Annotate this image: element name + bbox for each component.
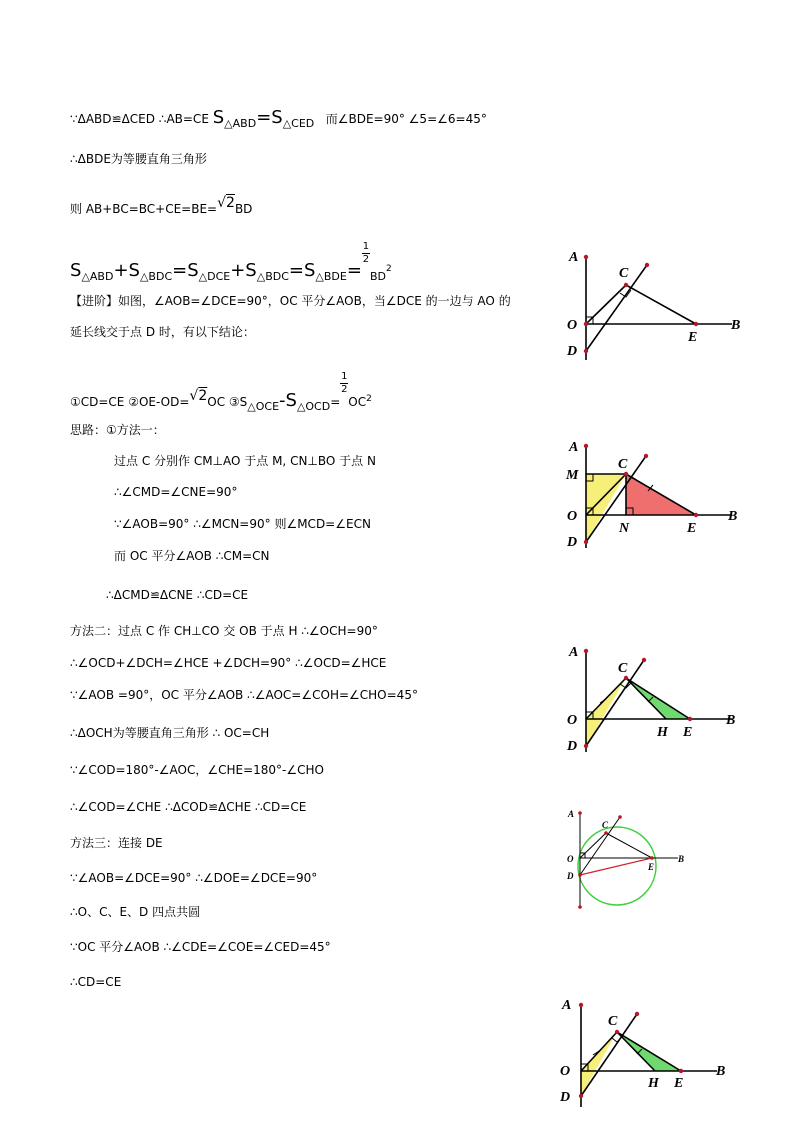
l4-p1: +S <box>113 260 140 281</box>
fig3-label-O: O <box>567 713 578 728</box>
fig3-label-E: E <box>683 725 693 740</box>
fig2-label-N: N <box>619 521 630 536</box>
fig3-label-D: D <box>567 739 578 754</box>
fig2-label-A: A <box>569 440 579 455</box>
l7-sq: 2 <box>366 394 372 404</box>
l4-sq: 2 <box>385 264 392 274</box>
l3-text-b: BD <box>234 202 253 216</box>
line-11: ∵∠AOB=90° ∴∠MCN=90° 则∠MCD=∠ECN <box>114 517 371 531</box>
l4-fn: 1 <box>362 241 370 252</box>
fig5-label-O: O <box>560 1064 571 1079</box>
fig1-line-OC <box>586 285 626 324</box>
line-21: ∵∠AOB=∠DCE=90° ∴∠DOE=∠DCE=90° <box>70 871 318 885</box>
fig5-point-D <box>579 1094 583 1098</box>
line-22: ∴O、C、E、D 四点共圆 <box>70 905 201 919</box>
fig1-label-B: B <box>731 318 741 333</box>
fig3-line-DC <box>586 660 644 746</box>
line-10: ∴∠CMD=∠CNE=90° <box>114 485 238 499</box>
fig1-label-O: O <box>567 318 578 333</box>
fig1-label-C: C <box>619 266 629 281</box>
fig5-label-B: B <box>716 1064 726 1079</box>
line-2: ∴ΔBDE为等腰直角三角形 <box>70 152 207 166</box>
fig2-point-D <box>584 540 588 544</box>
fig1-line-DC <box>586 265 647 351</box>
fig5-label-H: H <box>648 1076 659 1091</box>
line-18: ∵∠COD=180°-∠AOC，∠CHE=180°-∠CHO <box>70 763 324 777</box>
fig4-point-D <box>578 873 582 877</box>
l7-eq: = <box>330 395 341 409</box>
line-8: 思路：①方法一： <box>70 423 165 437</box>
fig1-point-A <box>584 255 588 259</box>
l4-text-b: BD <box>369 270 386 283</box>
l7-fn: 1 <box>341 371 348 382</box>
fig3-label-H: H <box>657 725 668 740</box>
fig2-point-E <box>694 513 698 517</box>
line-3 <box>70 195 253 217</box>
fig5-label-A: A <box>562 998 572 1013</box>
fig5-label-C: C <box>608 1014 618 1029</box>
fig2-label-O: O <box>567 509 578 524</box>
l4-p5: = <box>346 260 362 281</box>
l7-text-b: OC ③S <box>207 395 248 409</box>
l7-mid: -S <box>279 390 297 411</box>
fig2-point-A <box>584 444 588 448</box>
line-17: ∴ΔOCH为等腰直角三角形 ∴ OC=CH <box>70 726 270 740</box>
fig4-label-D: D <box>567 871 574 881</box>
fig4-point-bottom <box>578 905 582 909</box>
l1-s1: S <box>212 107 225 128</box>
l7-root: √ <box>189 388 199 404</box>
line-15: ∴∠OCD+∠DCH=∠HCE +∠DCH=90° ∴∠OCD=∠HCE <box>70 656 387 670</box>
fig5-label-E: E <box>674 1076 684 1091</box>
fig3-label-B: B <box>726 713 736 728</box>
l3-text-a: 则 AB+BC=BC+CE=BE= <box>70 202 218 216</box>
line-16: ∵∠AOB =90°，OC 平分∠AOB ∴∠AOC=∠COH=∠CHO=45° <box>70 688 418 702</box>
l3-rad: 2 <box>226 195 235 211</box>
line-12: 而 OC 平分∠AOB ∴CM=CN <box>114 549 270 563</box>
line-14: 方法二：过点 C 作 CH⊥CO 交 OB 于点 H ∴∠OCH=90° <box>70 624 378 638</box>
figure-4 <box>560 803 700 913</box>
fig5-point-C-end <box>635 1012 639 1016</box>
figure-3 <box>560 640 750 760</box>
fig4-point-E <box>650 856 654 860</box>
l3-root: √ <box>217 195 227 211</box>
line-9: 过点 C 分别作 CM⊥AO 于点 M, CN⊥BO 于点 N <box>114 454 376 468</box>
fig4-label-O: O <box>567 854 574 864</box>
l1-eq: =S <box>256 107 283 128</box>
fig1-line-CE <box>626 285 696 324</box>
fig4-point-A <box>578 811 582 815</box>
fig1-label-D: D <box>567 344 578 359</box>
l4-sub1: △ABD <box>81 270 114 283</box>
fig4-line-CE <box>606 833 652 858</box>
l7-sqrt <box>189 388 207 404</box>
fig5-point-E <box>679 1069 683 1073</box>
line-23: ∵OC 平分∠AOB ∴∠CDE=∠COE=∠CED=45° <box>70 940 331 954</box>
l7-text-a: ①CD=CE ②OE-OD= <box>70 395 190 409</box>
fig3-point-A <box>584 649 588 653</box>
line-6: 延长线交于点 D 时，有以下结论： <box>70 325 255 339</box>
line-19: ∴∠COD=∠CHE ∴ΔCOD≌ΔCHE ∴CD=CE <box>70 800 307 814</box>
l7-fraction <box>340 372 348 395</box>
fig5-point-A <box>579 1003 583 1007</box>
line-7 <box>70 371 372 413</box>
figure-1 <box>560 245 750 365</box>
fig3-label-C: C <box>618 661 628 676</box>
fig2-label-M: M <box>566 468 579 483</box>
fig2-point-C <box>624 472 628 476</box>
l4-p2: =S <box>172 260 199 281</box>
fig4-line-DC <box>580 817 620 875</box>
line-1 <box>70 107 487 130</box>
fig1-point-D <box>584 349 588 353</box>
fig4-label-B: B <box>678 854 685 864</box>
fig2-point-C-end <box>644 454 648 458</box>
fig3-label-A: A <box>569 645 579 660</box>
l4-sub2: △BDC <box>139 270 173 283</box>
fig5-point-C <box>615 1030 619 1034</box>
fig2-label-B: B <box>728 509 738 524</box>
l3-sqrt <box>217 195 235 211</box>
l1-text-a: ∵ΔABD≌ΔCED ∴AB=CE <box>70 112 209 126</box>
fig3-line-CH <box>626 678 666 719</box>
fig1-point-O <box>584 322 588 326</box>
fig4-label-C: C <box>602 820 609 830</box>
l7-sub2: △OCD <box>296 400 331 413</box>
l1-sub1: △ABD <box>224 117 257 130</box>
fig3-point-E <box>688 717 692 721</box>
figure-2 <box>560 436 750 556</box>
fig1-point-C <box>624 283 628 287</box>
fig3-point-C-end <box>642 658 646 662</box>
l7-fd: 2 <box>341 384 348 395</box>
l4-p3: +S <box>230 260 257 281</box>
l1-text-b: 而∠BDE=90° ∠5=∠6=45° <box>325 112 487 126</box>
fig2-label-E: E <box>687 521 697 536</box>
figure-5 <box>555 995 745 1115</box>
l1-sub2: △CED <box>282 117 315 130</box>
line-5: 【进阶】如图，∠AOB=∠DCE=90°，OC 平分∠AOB，当∠DCE 的一边与 AO 的 <box>70 294 511 308</box>
l4-sub3: △DCE <box>198 270 231 283</box>
fig4-label-A: A <box>568 809 575 819</box>
l4-p4: =S <box>288 260 316 281</box>
fig4-line-DE <box>580 858 655 875</box>
fig1-point-C-end <box>645 263 649 267</box>
fig1-label-E: E <box>688 330 698 345</box>
l7-rad: 2 <box>198 388 208 404</box>
line-20: 方法三：连接 DE <box>70 836 163 850</box>
line-4 <box>70 241 392 283</box>
fig5-label-D: D <box>560 1090 571 1105</box>
fig4-point-C <box>604 831 608 835</box>
fig2-label-C: C <box>618 457 628 472</box>
fig1-point-E <box>694 322 698 326</box>
l4-fraction <box>362 242 370 265</box>
line-13: ∴ΔCMD≌ΔCNE ∴CD=CE <box>106 588 249 602</box>
l4-s1: S <box>70 260 82 281</box>
fig4-label-E: E <box>648 862 655 872</box>
fig3-line-CE <box>626 678 690 719</box>
fig2-label-D: D <box>567 535 578 550</box>
fig3-point-C <box>624 676 628 680</box>
l4-sub4: △BDC <box>256 270 289 283</box>
fig3-point-D <box>584 744 588 748</box>
line-24: ∴CD=CE <box>70 975 122 989</box>
l7-sub1: △OCE <box>247 400 280 413</box>
fig4-point-C-end <box>618 815 622 819</box>
l4-fd: 2 <box>362 254 370 265</box>
l4-sub5: △BDE <box>315 270 347 283</box>
l7-text-c: OC <box>348 395 367 409</box>
fig1-label-A: A <box>569 250 579 265</box>
